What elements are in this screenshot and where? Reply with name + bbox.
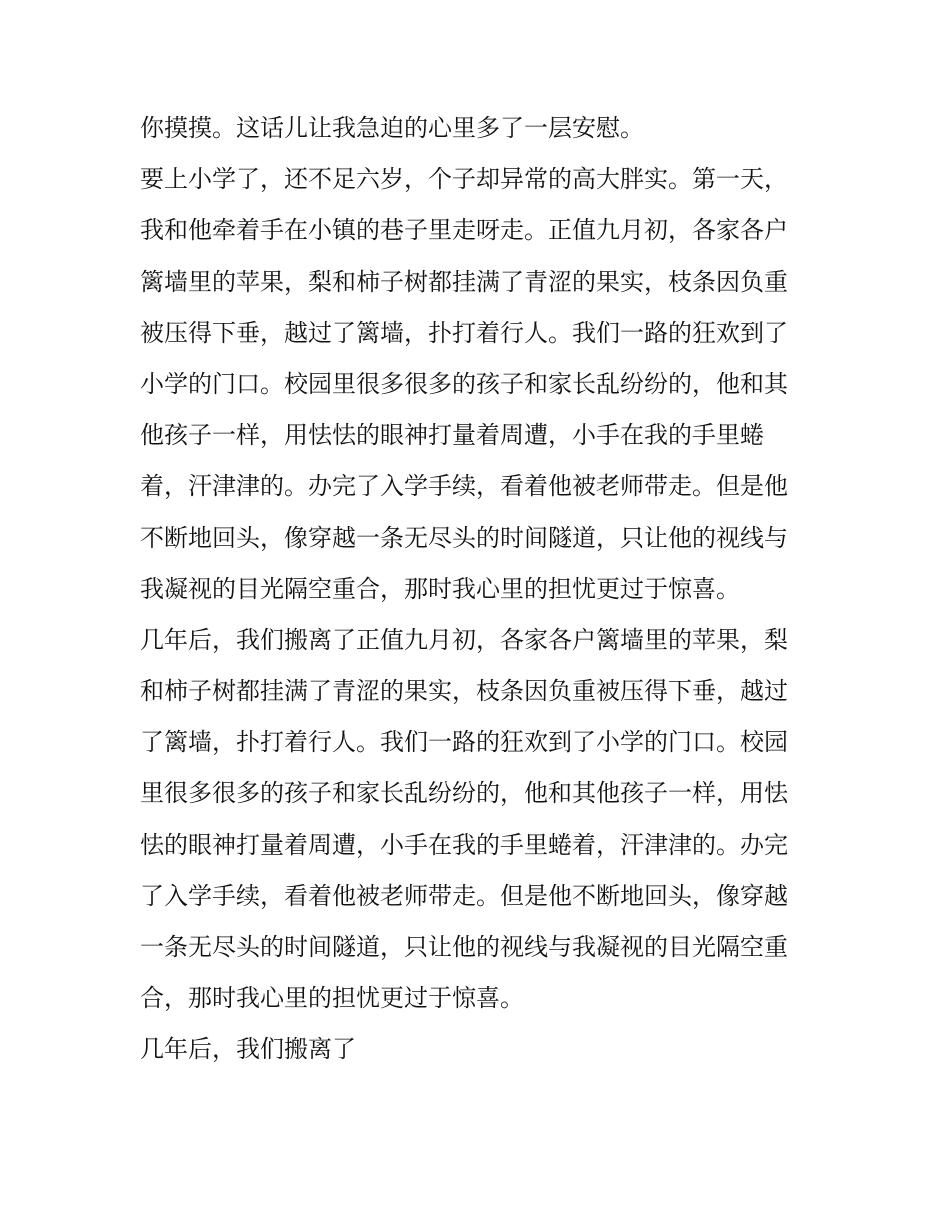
text-line: 怯的眼神打量着周遭，小手在我的手里蜷着，汗津津的。办完 [140, 830, 788, 859]
text-line: 我凝视的目光隔空重合，那时我心里的担忧更过于惊喜。 [140, 574, 740, 603]
body-text [140, 103, 830, 1076]
text-line: 被压得下垂，越过了篱墙，扑打着行人。我们一路的狂欢到了 [140, 318, 788, 347]
text-line: 合，那时我心里的担忧更过于惊喜。 [140, 984, 524, 1013]
text-line: 篱墙里的苹果，梨和柿子树都挂满了青涩的果实，枝条因负重 [140, 267, 788, 296]
text-line: 我和他牵着手在小镇的巷子里走呀走。正值九月初，各家各户 [140, 216, 788, 245]
text-line: 了篱墙，扑打着行人。我们一路的狂欢到了小学的门口。校园 [140, 728, 788, 757]
text-line: 你摸摸。这话儿让我急迫的心里多了一层安慰。 [140, 114, 644, 142]
text-line: 一条无尽头的时间隧道，只让他的视线与我凝视的目光隔空重 [140, 933, 788, 961]
text-line: 着，汗津津的。办完了入学手续，看着他被老师带走。但是他 [140, 472, 788, 501]
text-line: 了入学手续，看着他被老师带走。但是他不断地回头，像穿越 [140, 881, 788, 910]
text-line: 他孩子一样，用怯怯的眼神打量着周遭，小手在我的手里蜷 [140, 421, 764, 450]
text-line: 几年后，我们搬离了 [140, 1035, 356, 1064]
text-line: 几年后，我们搬离了正值九月初，各家各户篱墙里的苹果，梨 [140, 625, 788, 654]
text-line: 不断地回头，像穿越一条无尽头的时间隧道，只让他的视线与 [140, 523, 788, 552]
text-line: 小学的门口。校园里很多很多的孩子和家长乱纷纷的，他和其 [140, 369, 788, 398]
text-line: 里很多很多的孩子和家长乱纷纷的，他和其他孩子一样，用怯 [140, 779, 788, 808]
text-line: 和柿子树都挂满了青涩的果实，枝条因负重被压得下垂，越过 [140, 677, 788, 706]
text-line: 要上小学了，还不足六岁，个子却异常的高大胖实。第一天， [140, 165, 788, 194]
